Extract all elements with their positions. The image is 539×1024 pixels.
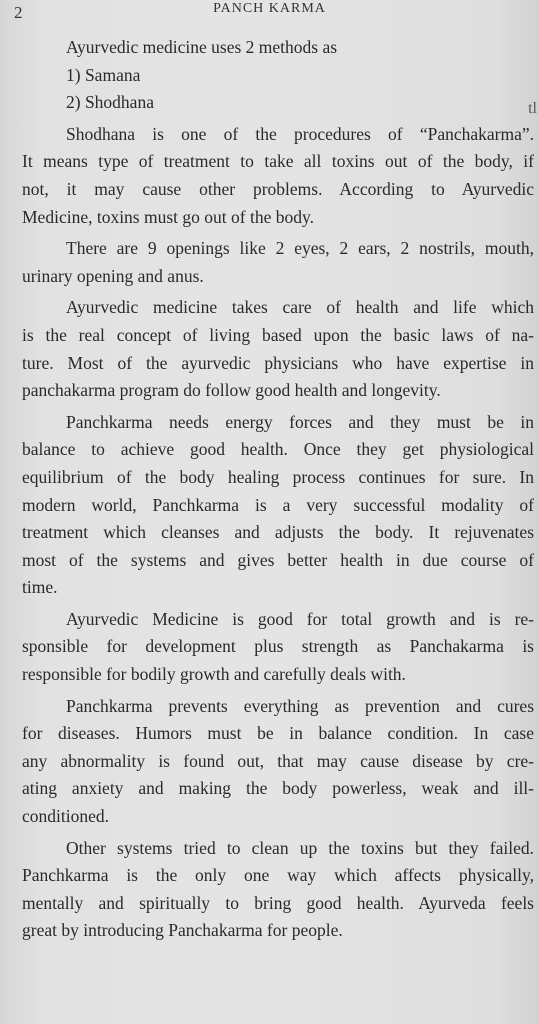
text-line: not, it may cause other problems. According to Ayurvedic	[22, 178, 534, 199]
text-line: Panchkarma needs energy forces and they must be in	[66, 411, 534, 432]
text-line: ture. Most of the ayurvedic physicians who have expertise in	[22, 352, 534, 373]
paragraph	[22, 606, 534, 689]
text-line: Ayurvedic Medicine is good for total growth and is re-	[66, 608, 534, 629]
text-line: panchakarma program do follow good health and longevity.	[22, 380, 441, 401]
paragraph	[22, 693, 534, 831]
text-line: Panchkarma prevents everything as prevention and cures	[66, 695, 534, 716]
margin-fragment: tl	[528, 100, 537, 117]
text-line: Ayurvedic medicine takes care of health and life which	[66, 297, 534, 318]
text-line: most of the systems and gives better health in due course of	[22, 549, 534, 570]
intro-line: Ayurvedic medicine uses 2 methods as	[66, 37, 338, 57]
paragraph	[22, 409, 534, 602]
paragraph	[22, 235, 534, 290]
text-line: equilibrium of the body healing process continues for sure. In	[22, 466, 534, 487]
method-list	[22, 62, 534, 117]
text-line: for diseases. Humors must be in balance condition. In case	[22, 723, 534, 744]
text-line: urinary opening and anus.	[22, 265, 204, 286]
text-line: Panchkarma is the only one way which affects physically,	[22, 865, 534, 886]
text-line: any abnormality is found out, that may cause disease by cre-	[22, 750, 534, 771]
text-line: There are 9 openings like 2 eyes, 2 ears, 2 nostrils, mouth,	[66, 238, 534, 259]
running-head: PANCH KARMA	[213, 1, 326, 16]
text-line: It means type of treatment to take all toxins out of the body, if	[22, 151, 534, 172]
text-line: Other systems tried to clean up the toxins but they failed.	[66, 837, 534, 858]
text-line: mentally and spiritually to bring good health. Ayurveda feels	[22, 892, 534, 913]
method-item: 1) Samana	[66, 64, 141, 85]
paragraph	[22, 835, 534, 945]
text-line: sponsible for development plus strength as Panchakarma is	[22, 636, 534, 657]
text-line: great by introducing Panchakarma for people.	[22, 920, 343, 941]
method-item: 2) Shodhana	[66, 92, 154, 113]
text-line: Medicine, toxins must go out of the body.	[22, 206, 314, 227]
text-line: modern world, Panchkarma is a very successful modality of	[22, 494, 534, 515]
page-number: 2	[14, 3, 23, 22]
text-line: Shodhana is one of the procedures of “Panchakarma”.	[66, 123, 534, 144]
text-line: treatment which cleanses and adjusts the body. It rejuvenates	[22, 522, 534, 543]
text-line: ating anxiety and making the body powerless, weak and ill-	[22, 778, 534, 799]
text-line: time.	[22, 577, 58, 598]
page-header	[0, 0, 539, 30]
paragraph	[22, 294, 534, 404]
text-line: balance to achieve good health. Once they get physiological	[22, 439, 534, 460]
text-line: conditioned.	[22, 806, 109, 827]
paragraphs	[22, 121, 534, 945]
text-line: is the real concept of living based upon the basic laws of na-	[22, 324, 534, 345]
text-line: responsible for bodily growth and carefully deals with.	[22, 664, 406, 685]
page-body	[22, 34, 534, 945]
paragraph	[22, 121, 534, 231]
